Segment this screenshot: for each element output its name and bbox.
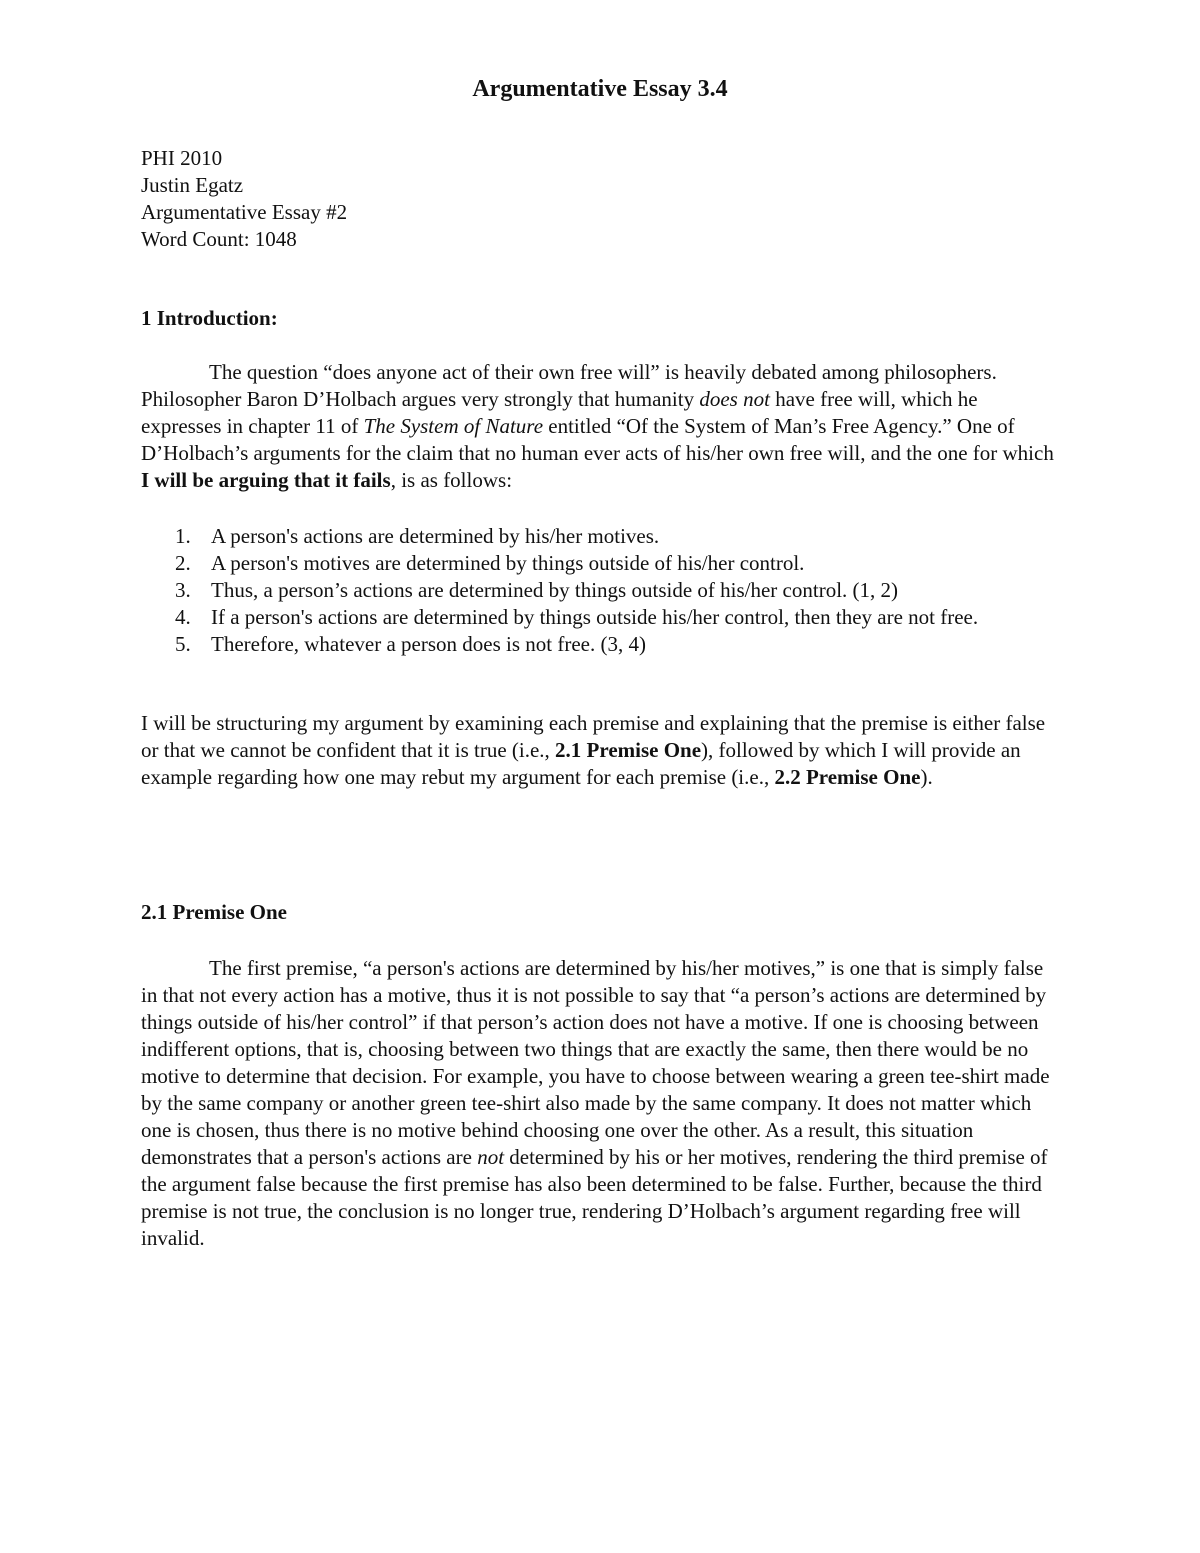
premise-number: 4. [175, 605, 191, 629]
course-code: PHI 2010 [141, 146, 223, 170]
premise-text: A person's actions are determined by his/her motives. [211, 524, 660, 548]
premise-one-paragraph [141, 955, 1061, 1252]
premise-number: 3. [175, 578, 191, 602]
intro-text-4: , is as follows: [390, 468, 513, 492]
premise-text: If a person's actions are determined by things outside his/her control, then they are not free. [211, 605, 979, 629]
document-title: Argumentative Essay 3.4 [472, 76, 728, 102]
premise-one-text-2: determined by his or her motives, rendering the third premise of the argument false because the first premise has also been determined to be false. Further, because the third premise is not true, the conclusion is no longer true, rendering D’Holbach’s argument regarding free will invalid. [141, 1145, 1048, 1250]
premise-one-emphasis-not: not [477, 1145, 505, 1169]
intro-thesis: I will be arguing that it fails [141, 468, 391, 492]
structure-ref-2-2: 2.2 Premise One [774, 765, 921, 789]
premise-text: Thus, a person’s actions are determined by things outside of his/her control. (1, 2) [211, 578, 899, 602]
intro-paragraph [141, 359, 1061, 494]
structure-text-1: I will be structuring my argument by examining each premise and explaining that the premise is either false or that we cannot be confident that it is true (i.e., [141, 711, 1046, 762]
premise-text: Therefore, whatever a person does is not free. (3, 4) [211, 632, 646, 656]
structure-text-3: ). [920, 765, 933, 789]
intro-text-1: The question “does anyone act of their own free will” is heavily debated among philosophers. Philosopher Baron D’Holbach argues very strongly that humanity [141, 360, 997, 411]
structure-paragraph [141, 710, 1061, 791]
intro-book-title: The System of Nature [363, 414, 544, 438]
premise-number: 2. [175, 551, 191, 575]
document-header [141, 145, 347, 253]
intro-heading: 1 Introduction: [141, 306, 278, 330]
premise-item [141, 550, 1061, 577]
premise-item [141, 604, 1061, 631]
premise-item [141, 523, 1061, 550]
premise-item [141, 631, 1061, 658]
structure-ref-2-1: 2.1 Premise One [555, 738, 702, 762]
premise-text: A person's motives are determined by things outside of his/her control. [211, 551, 805, 575]
assignment-name: Argumentative Essay #2 [141, 200, 348, 224]
premise-item [141, 577, 1061, 604]
premise-one-text-1: The first premise, “a person's actions are determined by his/her motives,” is one that is simply false in that not every action has a motive, thus it is not possible to say that “a person’s actions are determined by things outside of his/her control” if that person’s action does not have a motive. If one is choosing between indifferent options, that is, choosing between two things that are exactly the same, then there would be no motive to determine that decision. For example, you have to choose between wearing a green tee-shirt made by the same company or another green tee-shirt also made by the same company. It does not matter which one is chosen, thus there is no motive behind choosing one over the other. As a result, this situation demonstrates that a person's actions are [141, 956, 1050, 1169]
intro-text-3: entitled “Of the System of Man’s Free Agency.” One of D’Holbach’s arguments for the claim that no human ever acts of his/her own free will, and the one for which [141, 414, 1054, 465]
premise-number: 1. [175, 524, 191, 548]
premise-list [141, 523, 1061, 658]
structure-text-2: ), followed by which I will provide an example regarding how one may rebut my argument for each premise (i.e., [141, 738, 1021, 789]
word-count: Word Count: 1048 [141, 227, 297, 251]
intro-emphasis-does-not: does not [699, 387, 770, 411]
intro-text-2: have free will, which he expresses in chapter 11 of [141, 387, 978, 438]
author-name: Justin Egatz [141, 173, 244, 197]
premise-one-heading: 2.1 Premise One [141, 900, 287, 924]
premise-number: 5. [175, 632, 191, 656]
